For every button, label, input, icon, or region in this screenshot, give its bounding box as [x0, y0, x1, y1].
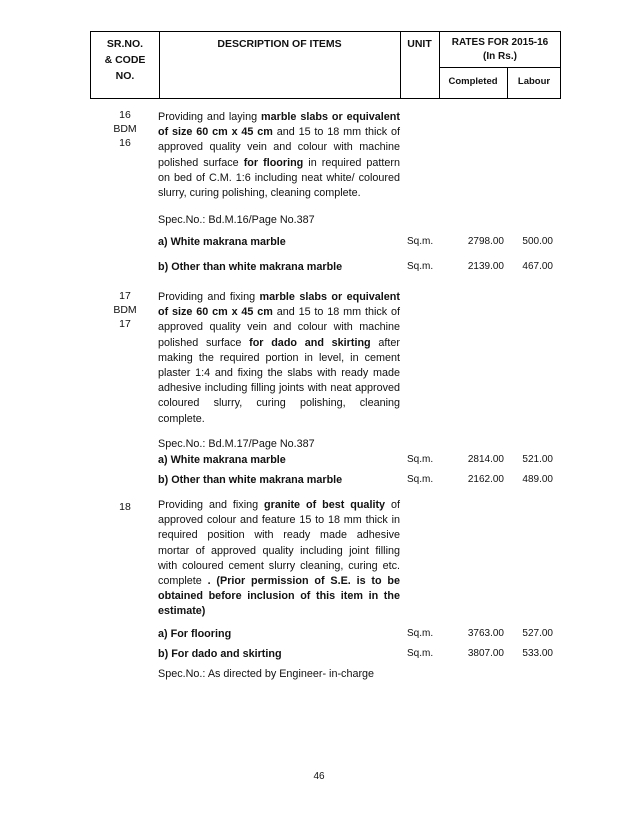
- rate-row-completed: 2139.00: [467, 261, 504, 272]
- rate-row-label: b) Other than white makrana marble: [158, 474, 343, 486]
- item-spec: Spec.No.: Bd.M.16/Page No.387: [158, 214, 315, 226]
- rate-row-label: b) For dado and skirting: [158, 648, 282, 660]
- rate-row-label: a) White makrana marble: [158, 454, 286, 466]
- item-code-line: 16: [119, 109, 131, 121]
- rate-row-labour: 527.00: [522, 628, 553, 639]
- header-completed: Completed: [448, 76, 498, 87]
- rate-row-labour: 500.00: [522, 236, 553, 247]
- item-description: Providing and fixing granite of best quality of approved colour and feature 15 to 18 mm thick in required position with ready made adhesive mortar of approved quality including joint filling with coloured cement slurry cleaning, curing etc. complete . (Prior permission of S.E. is to be obtained before inclusion of this item in the estimate): [158, 499, 400, 618]
- item-code-line: 17: [119, 318, 131, 330]
- rate-row-completed: 2798.00: [467, 236, 504, 247]
- header-unit: UNIT: [407, 38, 432, 50]
- rate-row-completed: 3763.00: [467, 628, 504, 639]
- table-header: [90, 31, 561, 99]
- rate-row-completed: 3807.00: [467, 648, 504, 659]
- item-description: Providing and laying marble slabs or equivalent of size 60 cm x 45 cm and 15 to 18 mm thick of approved quality vein and colour with machine polished surface for flooring in required pattern on bed of C.M. 1:6 including neat white/ coloured slurry, curing polishing, cleaning complete.: [158, 111, 400, 200]
- header-rates-line: (In Rs.): [483, 51, 517, 62]
- item-code: [105, 500, 145, 514]
- item-description: Providing and fixing marble slabs or equivalent of size 60 cm x 45 cm and 15 to 18 mm thick of approved quality vein and colour with machine polished surface for dado and skirting after making the required portion in level, in cement plaster 1:4 and fixing the slabs with ready made adhesive including filling joints with neat approved coloured slurry, curing polishing, cleaning complete.: [158, 291, 400, 425]
- item-spec: Spec.No.: As directed by Engineer- in-charge: [158, 668, 375, 680]
- rate-row-unit: Sq.m.: [407, 648, 434, 659]
- item-code: [105, 289, 145, 331]
- header-description: DESCRIPTION OF ITEMS: [217, 38, 342, 50]
- header-labour: Labour: [517, 76, 551, 87]
- rate-row-unit: Sq.m.: [407, 474, 434, 485]
- rate-row-unit: Sq.m.: [407, 628, 434, 639]
- item-code-line: BDM: [113, 304, 137, 316]
- header-rates: [439, 36, 561, 64]
- item-spec: Spec.No.: Bd.M.17/Page No.387: [158, 438, 315, 450]
- rate-row-label: b) Other than white makrana marble: [158, 261, 343, 273]
- rate-row-labour: 467.00: [522, 261, 553, 272]
- rate-row-label: a) White makrana marble: [158, 236, 286, 248]
- item-code-line: 16: [119, 137, 131, 149]
- header-srno-line: SR.NO.: [106, 38, 144, 50]
- rate-row-unit: Sq.m.: [407, 236, 434, 247]
- header-srno-line: & CODE: [104, 54, 146, 66]
- rate-row-labour: 533.00: [522, 648, 553, 659]
- header-srno-line: NO.: [115, 70, 135, 82]
- header-divider: [439, 67, 560, 68]
- rate-row-completed: 2814.00: [467, 454, 504, 465]
- rate-row-labour: 489.00: [522, 474, 553, 485]
- header-srno: [91, 36, 159, 84]
- rate-row-label: a) For flooring: [158, 628, 232, 640]
- rate-row-unit: Sq.m.: [407, 454, 434, 465]
- item-code-line: 18: [119, 501, 131, 513]
- item-code-line: BDM: [113, 123, 137, 135]
- rate-row-labour: 521.00: [522, 454, 553, 465]
- header-rates-line: RATES FOR 2015-16: [451, 37, 549, 48]
- rate-row-unit: Sq.m.: [407, 261, 434, 272]
- page-number: 46: [313, 771, 325, 782]
- item-code: [105, 108, 145, 150]
- item-code-line: 17: [119, 290, 131, 302]
- rate-row-completed: 2162.00: [467, 474, 504, 485]
